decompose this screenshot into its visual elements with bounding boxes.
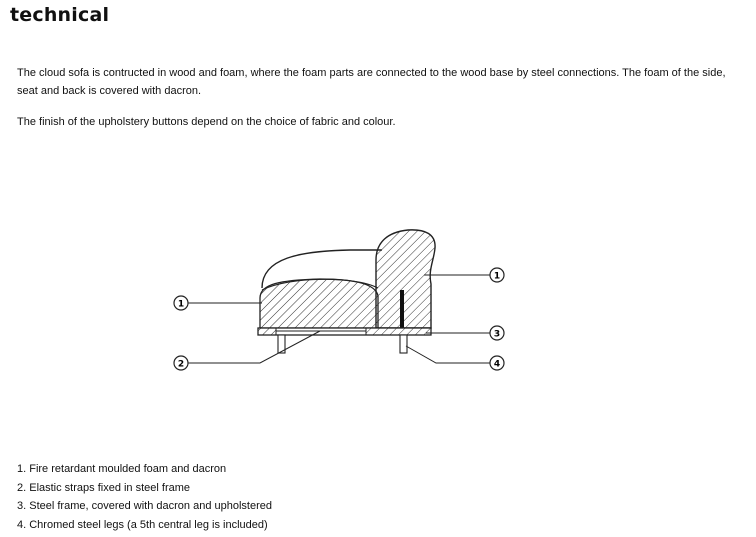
callout-2 [174,356,188,370]
steel-connection [400,290,404,330]
legend-item: 2. Elastic straps fixed in steel frame [17,481,191,494]
callout-4 [490,356,504,370]
svg-text:1: 1 [493,271,501,282]
seat-foam [260,279,378,328]
svg-text:2: 2 [177,359,185,370]
frame-hatch-left [258,328,276,335]
legend-item: 1. Fire retardant moulded foam and dacron [17,463,227,475]
svg-text:1: 1 [177,299,185,310]
svg-text:4: 4 [493,359,501,370]
description-paragraph-2: The finish of the upholstery buttons depend on the choice of fabric and colour. [17,116,396,128]
leader-line-2 [188,331,320,363]
leg-right [400,335,407,353]
legend-item: 3. Steel frame, covered with dacron and upholstered [17,500,272,512]
legend-item: 4. Chromed steel legs (a 5th central leg is included) [17,518,268,531]
frame-hatch-right [366,328,431,335]
callout-1-left [174,296,188,310]
legend-list [17,460,617,534]
svg-text:3: 3 [493,329,501,340]
callout-3 [490,326,504,340]
callout-1-right [490,268,504,282]
leader-line-4 [406,346,490,363]
backrest-foam [376,230,435,328]
sofa-section-diagram [150,218,530,383]
description-paragraph-1: The cloud sofa is contructed in wood and foam, where the foam parts are connected to the wood base by steel connections. The foam of the side, seat and back is covered with dacron. [17,67,726,97]
section-heading: technical [10,4,110,26]
